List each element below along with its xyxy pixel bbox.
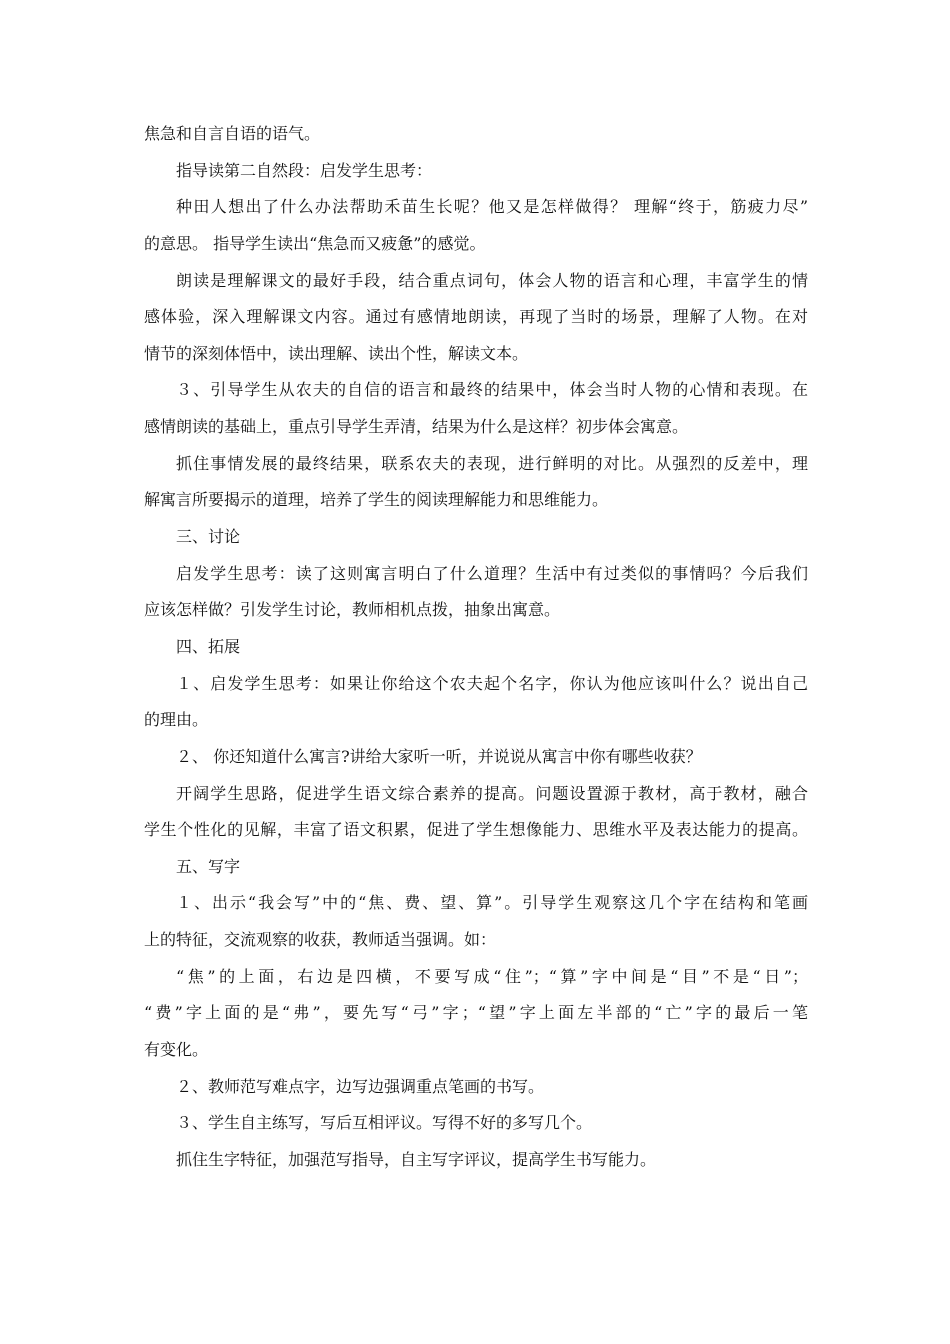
text-line: 焦急和自言自语的语气。 bbox=[144, 124, 321, 143]
text-line: 上的特征，交流观察的收获，教师适当强调。如： bbox=[144, 930, 497, 950]
text-line: “费”字上面的是“弗”，要先写“弓”字；“望”字上面左半部的“亡”字的最后一笔 bbox=[144, 1003, 808, 1023]
text-line: 有变化。 bbox=[144, 1040, 209, 1060]
text-line: ２、 你还知道什么寓言?讲给大家听一听，并说说从寓言中你有哪些收获？ bbox=[176, 746, 702, 766]
text-line: ３、引导学生从农夫的自信的语言和最终的结果中，体会当时人物的心情和表现。在 bbox=[176, 380, 808, 400]
text-line: 五、写字 bbox=[176, 856, 241, 876]
text-line: 学生个性化的见解，丰富了语文积累，促进了学生想像能力、思维水平及表达能力的提高。 bbox=[144, 820, 808, 840]
text-line: 启发学生思考：读了这则寓言明白了什么道理？生活中有过类似的事情吗？今后我们 bbox=[176, 563, 808, 583]
text-line: 应该怎样做？引发学生讨论，教师相机点拨，抽象出寓意。 bbox=[144, 600, 561, 620]
text-line: 的理由。 bbox=[144, 710, 209, 730]
text-line: 朗读是理解课文的最好手段，结合重点词句，体会人物的语言和心理，丰富学生的情 bbox=[176, 270, 808, 290]
text-line: 种田人想出了什么办法帮助禾苗生长呢？他又是怎样做得？ 理解“终于，筋疲力尽” bbox=[176, 197, 808, 217]
text-line: 抓住生字特征，加强范写指导，自主写字评议，提高学生书写能力。 bbox=[176, 1149, 657, 1169]
text-line: ３、学生自主练写，写后互相评议。写得不好的多写几个。 bbox=[176, 1113, 593, 1133]
text-line: 四、拓展 bbox=[176, 636, 241, 656]
document-body bbox=[144, 116, 808, 1179]
text-line: ２、教师范写难点字，边写边强调重点笔画的书写。 bbox=[176, 1076, 545, 1096]
text-line: 感体验，深入理解课文内容。通过有感情地朗读，再现了当时的场景，理解了人物。在对 bbox=[144, 307, 808, 327]
text-line: 感情朗读的基础上，重点引导学生弄清，结果为什么是这样？初步体会寓意。 bbox=[144, 417, 689, 437]
text-line: “焦”的上面，右边是四横，不要写成“住”；“算”字中间是“目”不是“日”； bbox=[176, 966, 808, 986]
text-line: 解寓言所要揭示的道理，培养了学生的阅读理解能力和思维能力。 bbox=[144, 490, 609, 510]
text-line: 指导读第二自然段：启发学生思考： bbox=[176, 160, 433, 180]
text-line: １、启发学生思考：如果让你给这个农夫起个名字，你认为他应该叫什么？说出自己 bbox=[176, 673, 808, 693]
text-line: 抓住事情发展的最终结果，联系农夫的表现，进行鲜明的对比。从强烈的反差中，理 bbox=[176, 453, 808, 473]
text-line: 开阔学生思路，促进学生语文综合素养的提高。问题设置源于教材，高于教材，融合 bbox=[176, 783, 808, 803]
text-line: 三、讨论 bbox=[176, 527, 241, 547]
text-line: 的意思。 指导学生读出“焦急而又疲惫”的感觉。 bbox=[144, 233, 486, 253]
text-line: １、出示“我会写”中的“焦、费、望、算”。引导学生观察这几个字在结构和笔画 bbox=[176, 893, 808, 913]
text-line: 情节的深刻体悟中，读出理解、读出个性，解读文本。 bbox=[144, 343, 529, 363]
